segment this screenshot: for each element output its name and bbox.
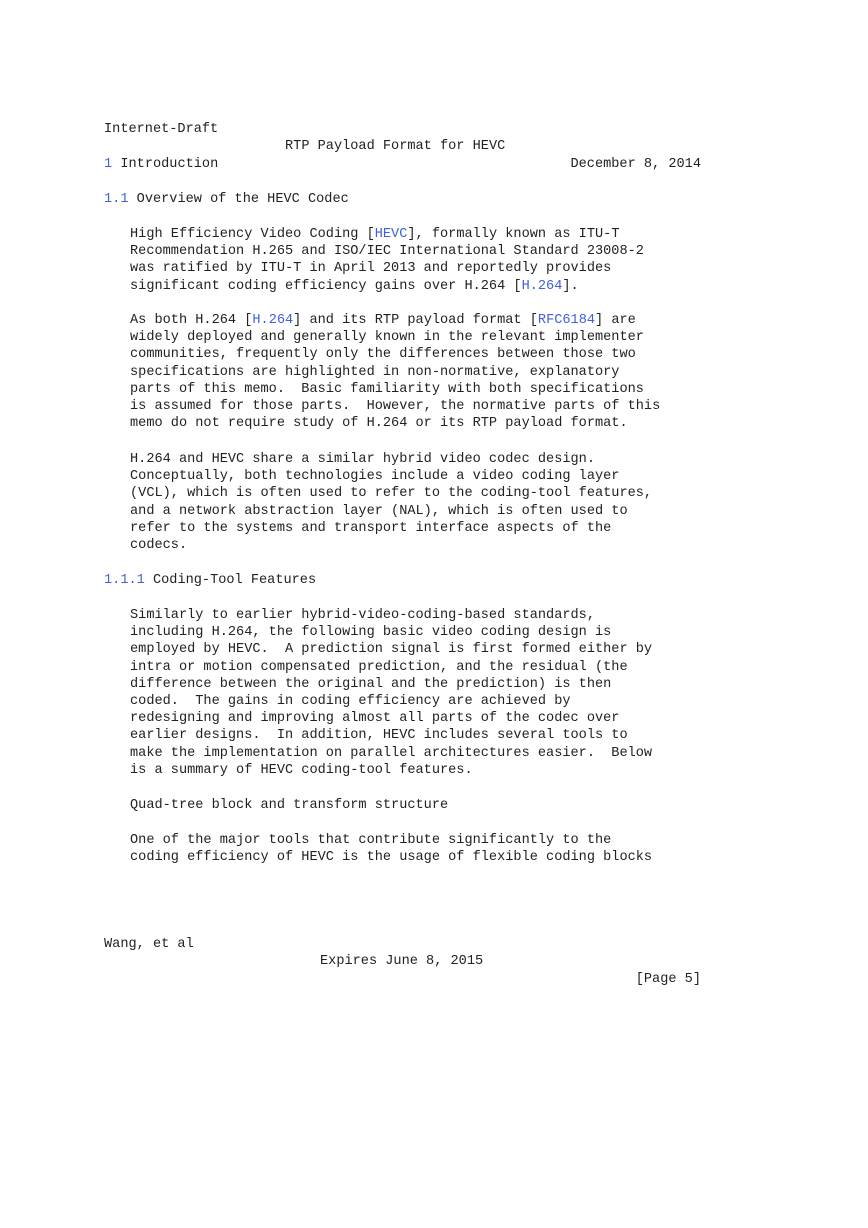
- ref-h264-link-2[interactable]: H.264: [252, 313, 294, 328]
- section-1-1-1-heading: [104, 572, 316, 589]
- paragraph-coding-blocks: One of the major tools that contribute significantly to the coding efficiency of HEVC is the usage of flexible coding blocks: [130, 833, 653, 866]
- footer-center: Expires June 8, 2015: [320, 954, 484, 970]
- section-1-title: Introduction: [120, 157, 219, 172]
- paragraph-h264-relationship: As both H.264 [H.264] and its RTP payload format [RFC6184] are widely deployed and generally known in the relevant implementer communities, frequently only the differences between those two specifications are highlighted in non-normative, explanatory parts of this memo. Basic familiarity with both specifications is assumed for those parts. However, the normative parts of this memo do not require study of H.264 or its RTP payload format.: [130, 313, 661, 432]
- section-1-1-1-title: Coding-Tool Features: [152, 573, 317, 588]
- paragraph-quad-tree-heading: Quad-tree block and transform structure: [130, 798, 449, 813]
- page-footer: [104, 919, 724, 987]
- ref-h264-link[interactable]: H.264: [521, 278, 563, 294]
- paragraph-hevc-overview: High Efficiency Video Coding [HEVC], formally known as ITU-T Recommendation H.265 and ISO/IEC International Standard 23008-2 was ratified by ITU-T in April 2013 and reportedly provides significant coding efficiency gains over H.264 [H.264].: [130, 227, 644, 294]
- section-1-1-number-link[interactable]: 1.1: [104, 192, 129, 207]
- header-left: Internet-Draft: [104, 122, 219, 138]
- section-1-1-title: Overview of the HEVC Codec: [136, 192, 349, 207]
- paragraph-coding-tools: Similarly to earlier hybrid-video-coding-based standards, including H.264, the following basic video coding design is employed by HEVC. A prediction signal is first formed either by intra or motion compensated prediction, and the residual (the difference between the original and the prediction) is then coded. The gains in coding efficiency are achieved by redesigning and improving almost all parts of the codec over earlier designs. In addition, HEVC includes several tools to make the implementation on parallel architectures easier. Below is a summary of HEVC coding-tool features.: [130, 608, 653, 778]
- ref-hevc-link[interactable]: HEVC: [374, 227, 408, 242]
- header-center: RTP Payload Format for HEVC: [285, 139, 506, 155]
- section-1-number-link[interactable]: 1: [104, 157, 113, 172]
- paragraph-hybrid-design: H.264 and HEVC share a similar hybrid video codec design. Conceptually, both technologies include a video coding layer (VCL), which is often used to refer to the coding-tool features, and a network abstraction layer (NAL), which is often used to refer to the systems and transport interface aspects of the codecs.: [130, 452, 653, 554]
- section-1-heading: [104, 156, 218, 173]
- footer-right: [Page 5]: [635, 971, 701, 987]
- footer-left: Wang, et al: [104, 937, 194, 953]
- section-1-1-heading: [104, 191, 349, 208]
- ref-rfc6184-link[interactable]: RFC6184: [537, 313, 596, 328]
- section-1-1-1-number-link[interactable]: 1.1.1: [104, 573, 145, 588]
- header-right: December 8, 2014: [570, 156, 701, 172]
